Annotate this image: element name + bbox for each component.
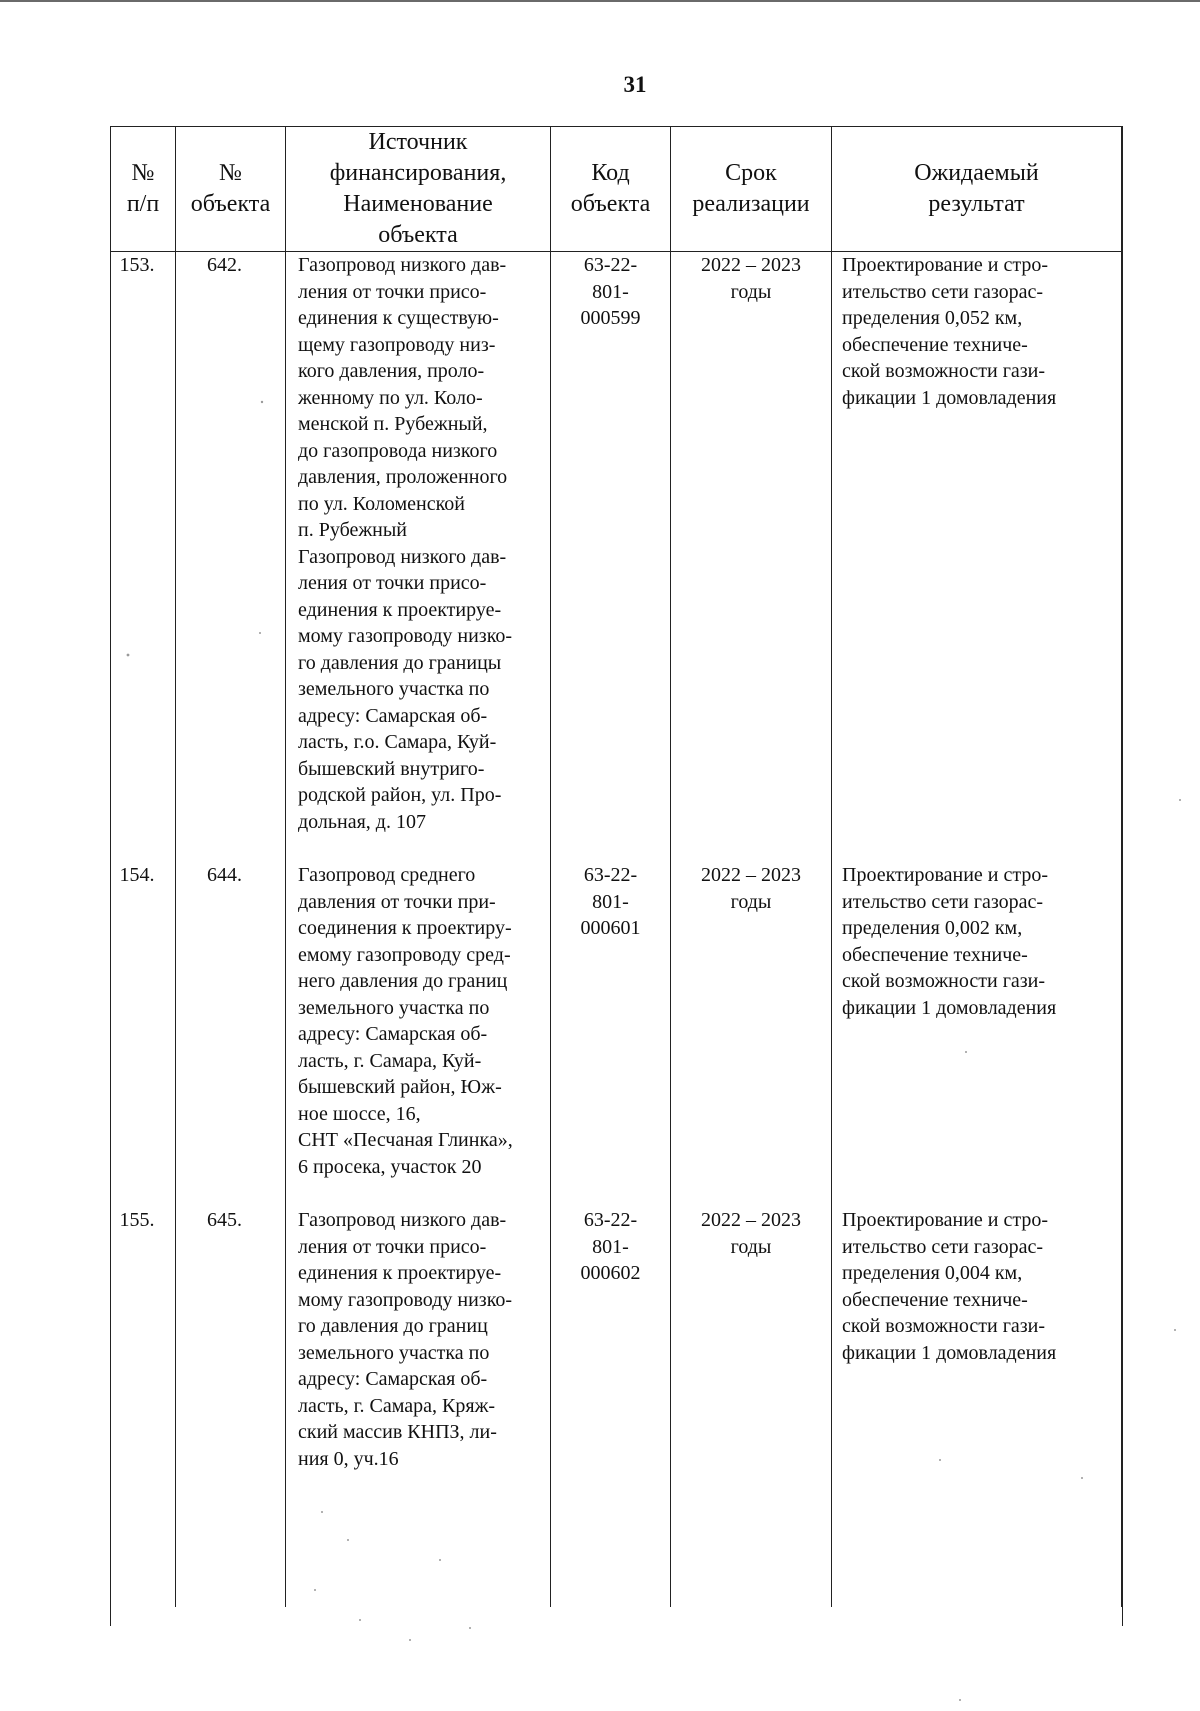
header-row-number: № п/п (111, 127, 176, 252)
implementation-term-cell: 2022 – 2023 годы (671, 862, 832, 1207)
row-number-cell: 153. (111, 252, 176, 863)
header-object-code: Код объекта (551, 127, 671, 252)
expected-result-cell: Проектирование и стро- ительство сети газорас- пределения 0,052 км, обеспечение техниче- ской возможности гази- фикации 1 домовладения (832, 252, 1122, 863)
table-row (111, 252, 1122, 863)
row-number-cell: 155. (111, 1207, 176, 1607)
row-number-cell: 154. (111, 862, 176, 1207)
object-code-cell: 63-22- 801- 000601 (551, 862, 671, 1207)
page-number: 31 (623, 72, 647, 97)
object-code-cell: 63-22- 801- 000602 (551, 1207, 671, 1607)
table-row (111, 1207, 1122, 1607)
header-source-name: Источник финансирования, Наименование объекта (286, 127, 551, 252)
header-object-number: № объекта (176, 127, 286, 252)
gas-pipeline-table (110, 126, 1122, 1607)
source-name-cell: Газопровод среднего давления от точки при- соединения к проектиру- емому газопроводу сред- него давления до границ земельного участка по адресу: Самарская об- ласть, г. Самара, Куй- бышевский район, Юж- ное шоссе, 16, СНТ «Песчаная Глинка», 6 просека, участок 20 (286, 862, 551, 1207)
source-name-cell: Газопровод низкого дав- ления от точки присо- единения к существую- щему газопроводу низ- кого давления, проло- женному по ул. Коло- менской п. Рубежный, до газопровода низкого давления, проложенного по ул. Коломенской п. Рубежный Газопровод низкого дав- ления от точки присо- единения к проектируе- мому газопроводу низко- го давления до границы земельного участка по адресу: Самарская об- ласть, г.о. Самара, Куй- бышевский внутриго- родской район, ул. Про- дольная, д. 107 (286, 252, 551, 863)
header-expected-result: Ожидаемый результат (832, 127, 1122, 252)
object-code-cell: 63-22- 801- 000599 (551, 252, 671, 863)
implementation-term-cell: 2022 – 2023 годы (671, 252, 832, 863)
object-number-cell: 644. (176, 862, 286, 1207)
object-number-cell: 645. (176, 1207, 286, 1607)
implementation-term-cell: 2022 – 2023 годы (671, 1207, 832, 1607)
source-name-cell: Газопровод низкого дав- ления от точки присо- единения к проектируе- мому газопроводу низко- го давления до границ земельного участка по адресу: Самарская об- ласть, г. Самара, Кряж- ский массив КНПЗ, ли- ния 0, уч.16 (286, 1207, 551, 1607)
expected-result-cell: Проектирование и стро- ительство сети газорас- пределения 0,002 км, обеспечение техниче- ской возможности гази- фикации 1 домовладения (832, 862, 1122, 1207)
expected-result-cell: Проектирование и стро- ительство сети газорас- пределения 0,004 км, обеспечение техниче- ской возможности гази- фикации 1 домовладения (832, 1207, 1122, 1607)
top-edge-rule (0, 0, 1200, 2)
table-header-row (111, 127, 1122, 252)
table-row (111, 862, 1122, 1207)
object-number-cell: 642. (176, 252, 286, 863)
header-implementation-term: Срок реализации (671, 127, 832, 252)
